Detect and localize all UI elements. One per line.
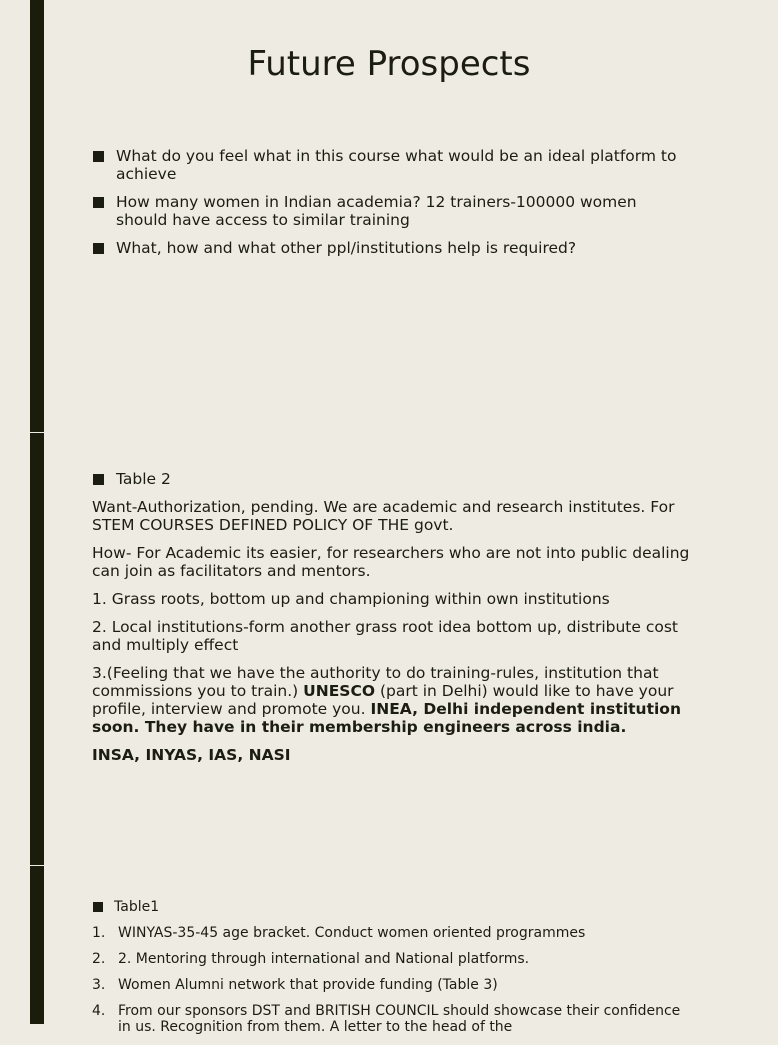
bullet-item: What, how and what other ppl/institutions help is required? <box>92 239 692 257</box>
square-bullet-icon <box>93 151 104 162</box>
slide-table-1 <box>0 866 768 1035</box>
bullet-list <box>92 147 692 267</box>
paragraph: How- For Academic its easier, for researchers who are not into public dealing can join as facilitators and mentors. <box>92 544 690 580</box>
list-item: 2. 2. Mentoring through international and National platforms. <box>92 951 530 967</box>
section-heading: Table 2 <box>92 470 692 488</box>
paragraph: Want-Authorization, pending. We are academic and research institutes. For STEM COURSES DEFINED POLICY OF THE govt. <box>92 498 675 534</box>
paragraph-bold: INSA, INYAS, IAS, NASI <box>92 746 291 764</box>
slide-accent-bar <box>30 866 44 1024</box>
numbered-list <box>92 925 692 1035</box>
square-bullet-icon <box>93 197 104 208</box>
slide-accent-bar <box>30 433 44 865</box>
list-item: 4. From our sponsors DST and BRITISH COUNCIL should showcase their confidence in us. Recognition from them. A letter to the head of the <box>92 1003 681 1035</box>
square-bullet-icon <box>93 902 103 912</box>
square-bullet-icon <box>93 243 104 254</box>
section-heading: Table1 <box>92 899 692 915</box>
slide-body <box>92 899 692 1045</box>
slide-title: Future Prospects <box>247 44 531 84</box>
bullet-item: What do you feel what in this course what would be an ideal platform to achieve <box>92 147 692 183</box>
paragraph: 1. Grass roots, bottom up and championing within own institutions <box>92 590 610 608</box>
bullet-item: How many women in Indian academia? 12 trainers-100000 women should have access to similar training <box>92 193 692 229</box>
list-item: 1. WINYAS-35-45 age bracket. Conduct women oriented programmes <box>92 925 586 941</box>
slide-body <box>92 470 692 774</box>
square-bullet-icon <box>93 474 104 485</box>
slide-future-prospects <box>0 0 768 432</box>
paragraph: 3.(Feeling that we have the authority to do training-rules, institution that commissions you to train.) UNESCO (part in Delhi) would like to have your profile, interview and promote you. INEA, Delhi independent institution soon. They have in their membership engineers across india. <box>92 664 681 736</box>
paragraph: 2. Local institutions-form another grass root idea bottom up, distribute cost and multiply effect <box>92 618 679 654</box>
list-item: 3. Women Alumni network that provide funding (Table 3) <box>92 977 498 993</box>
slide-table-2 <box>0 433 768 865</box>
